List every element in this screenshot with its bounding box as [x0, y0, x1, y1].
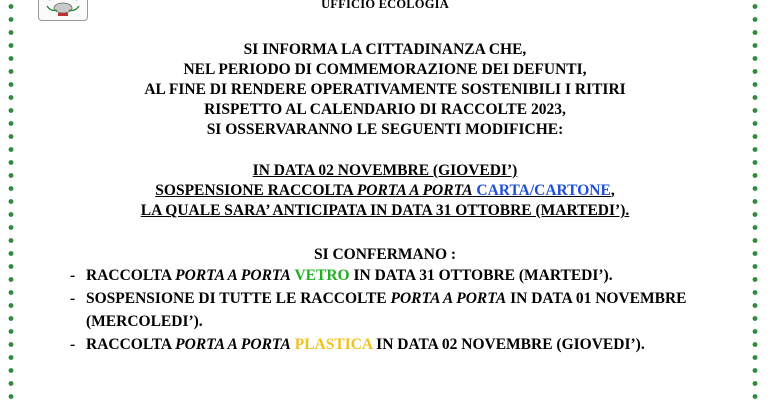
confirm-title: SI CONFERMANO :: [313, 246, 457, 263]
carta-cartone-label: CARTA/CARTONE: [476, 182, 611, 199]
plastica-label: PLASTICA: [294, 336, 373, 353]
intro-line-2: NEL PERIODO DI COMMEMORAZIONE DEI DEFUNTI,: [183, 61, 587, 78]
list-item-continuation: (MERCOLEDI’).: [86, 313, 203, 330]
notice-suspension: SOSPENSIONE RACCOLTA PORTA A PORTA CARTA/CARTONE,: [155, 182, 615, 199]
vetro-label: VETRO: [294, 267, 350, 284]
intro-line-4: RISPETTO AL CALENDARIO DI RACCOLTE 2023,: [204, 101, 566, 118]
confirm-list: [70, 264, 687, 356]
intro-line-1: SI INFORMA LA CITTADINANZA CHE,: [243, 41, 527, 58]
intro-line-3: AL FINE DI RENDERE OPERATIVAMENTE SOSTENIBILI I RITIRI: [144, 81, 626, 98]
list-item: - SOSPENSIONE DI TUTTE LE RACCOLTE PORTA A PORTA IN DATA 01 NOVEMBRE: [70, 290, 687, 307]
notice-date: IN DATA 02 NOVEMBRE (GIOVEDI’): [252, 162, 518, 179]
notice-anticipation: LA QUALE SARA’ ANTICIPATA IN DATA 31 OTTOBRE (MARTEDI’).: [140, 202, 630, 219]
list-item: - RACCOLTA PORTA A PORTA PLASTICA IN DATA 02 NOVEMBRE (GIOVEDI’).: [70, 336, 645, 353]
list-item: - RACCOLTA PORTA A PORTA VETRO IN DATA 31 OTTOBRE (MARTEDI’).: [70, 267, 613, 284]
intro-line-5: SI OSSERVARANNO LE SEGUENTI MODIFICHE:: [206, 121, 564, 138]
office-name: UFFICIO ECOLOGIA: [321, 0, 449, 11]
